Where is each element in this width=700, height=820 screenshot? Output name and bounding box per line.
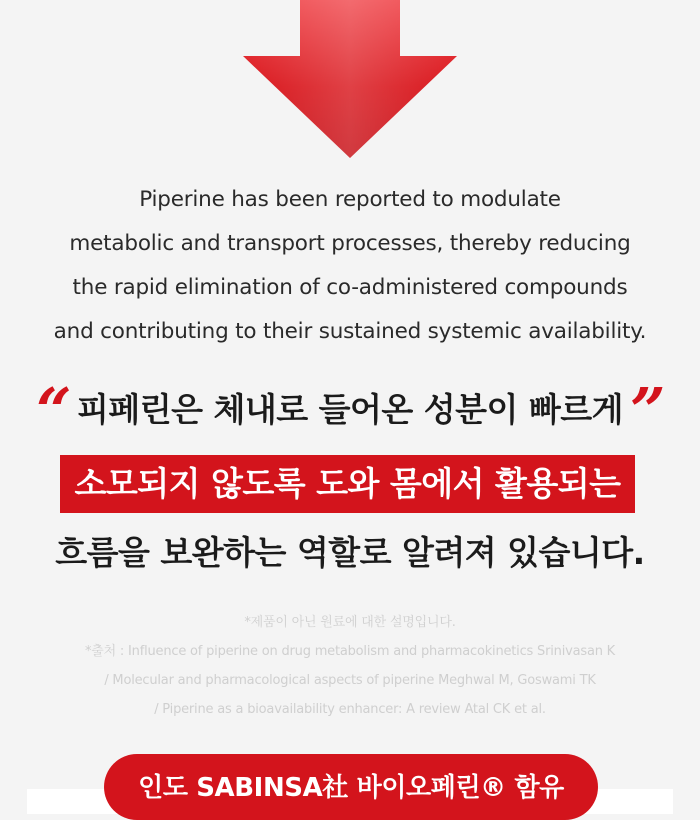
intro-line: the rapid elimination of co-administered compounds	[72, 275, 628, 300]
note-line: / Piperine as a bioavailability enhancer: A review Atal CK et al.	[154, 702, 546, 717]
note-line: *제품이 아닌 원료에 대한 설명입니다.	[244, 615, 456, 630]
down-arrow-icon	[243, 0, 457, 158]
note-line: / Molecular and pharmacological aspects of piperine Meghwal M, Goswami TK	[104, 673, 596, 688]
note-line: *출처 : Influence of piperine on drug metabolism and pharmacokinetics Srinivasan K	[84, 644, 616, 659]
intro-line: and contributing to their sustained systemic availability.	[53, 319, 647, 344]
intro-line: metabolic and transport processes, thereby reducing	[69, 231, 631, 256]
headline-line-3: 흐름을 보완하는 역할로 알려져 있습니다.	[55, 533, 645, 572]
close-quote-icon: ”	[630, 374, 666, 447]
intro-line: Piperine has been reported to modulate	[139, 187, 561, 212]
open-quote-icon: “	[36, 374, 72, 447]
ingredient-badge	[104, 754, 598, 820]
ingredient-badge-label: 인도 SABINSA社 바이오페린® 함유	[138, 772, 564, 803]
intro-text	[0, 178, 700, 354]
headline-line-2: 소모되지 않도록 도와 몸에서 활용되는	[74, 464, 621, 503]
source-notes	[0, 608, 700, 724]
headline-line-1: 피페린은 체내로 들어온 성분이 빠르게	[76, 390, 623, 429]
headline-highlight-box	[60, 455, 635, 513]
